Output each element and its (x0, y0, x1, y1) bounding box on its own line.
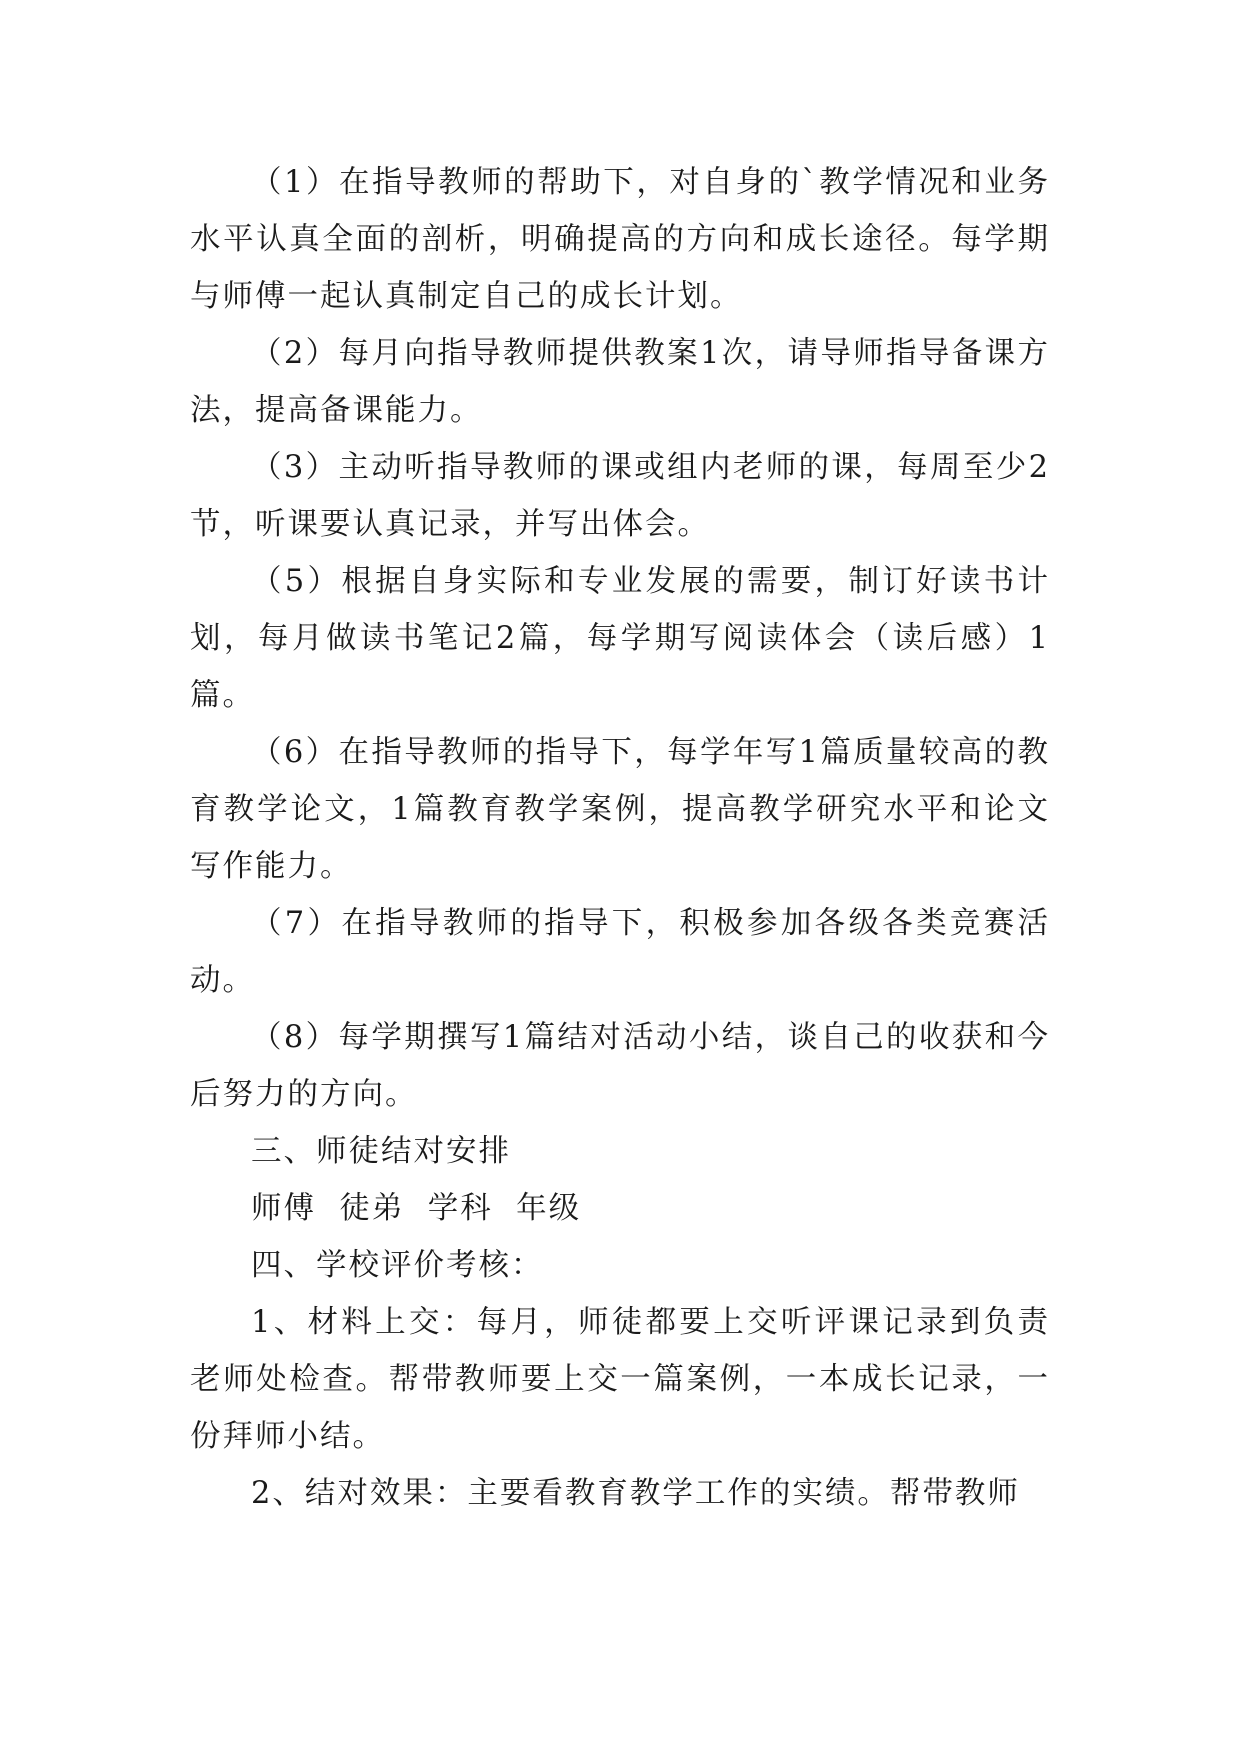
paragraph-1-self-analysis: （1）在指导教师的帮助下，对自身的`教学情况和业务水平认真全面的剖析，明确提高的方向和成长途径。每学期与师傅一起认真制定自己的成长计划。 (190, 165, 1050, 314)
section-heading-pairing: 三、师徒结对安排 (251, 1134, 511, 1169)
paragraph-2-lesson-plans: （2）每月向指导教师提供教案1次，请导师指导备课方法，提高备课能力。 (190, 336, 1050, 428)
paragraph-7-competitions: （7）在指导教师的指导下，积极参加各级各类竞赛活动。 (190, 906, 1050, 998)
evaluation-item-results: 2、结对效果：主要看教育教学工作的实绩。帮带教师 (251, 1476, 1020, 1511)
paragraph-8-summary: （8）每学期撰写1篇结对活动小结，谈自己的收获和今后努力的方向。 (190, 1020, 1050, 1112)
paragraph-5-reading-plan: （5）根据自身实际和专业发展的需要，制订好读书计划，每月做读书笔记2篇，每学期写阅读体会（读后感）1篇。 (190, 564, 1050, 713)
pairing-table-header: 师傅 徒弟 学科 年级 (251, 1191, 582, 1226)
evaluation-item-materials: 1、材料上交：每月，师徒都要上交听评课记录到负责老师处检查。帮带教师要上交一篇案例，一本成长记录，一份拜师小结。 (190, 1305, 1050, 1454)
section-heading-evaluation: 四、学校评价考核： (251, 1248, 544, 1283)
document-body (190, 154, 1050, 1522)
paragraph-3-class-observation: （3）主动听指导教师的课或组内老师的课，每周至少2节，听课要认真记录，并写出体会。 (190, 450, 1050, 542)
paragraph-6-papers: （6）在指导教师的指导下，每学年写1篇质量较高的教育教学论文，1篇教育教学案例，提高教学研究水平和论文写作能力。 (190, 735, 1050, 884)
